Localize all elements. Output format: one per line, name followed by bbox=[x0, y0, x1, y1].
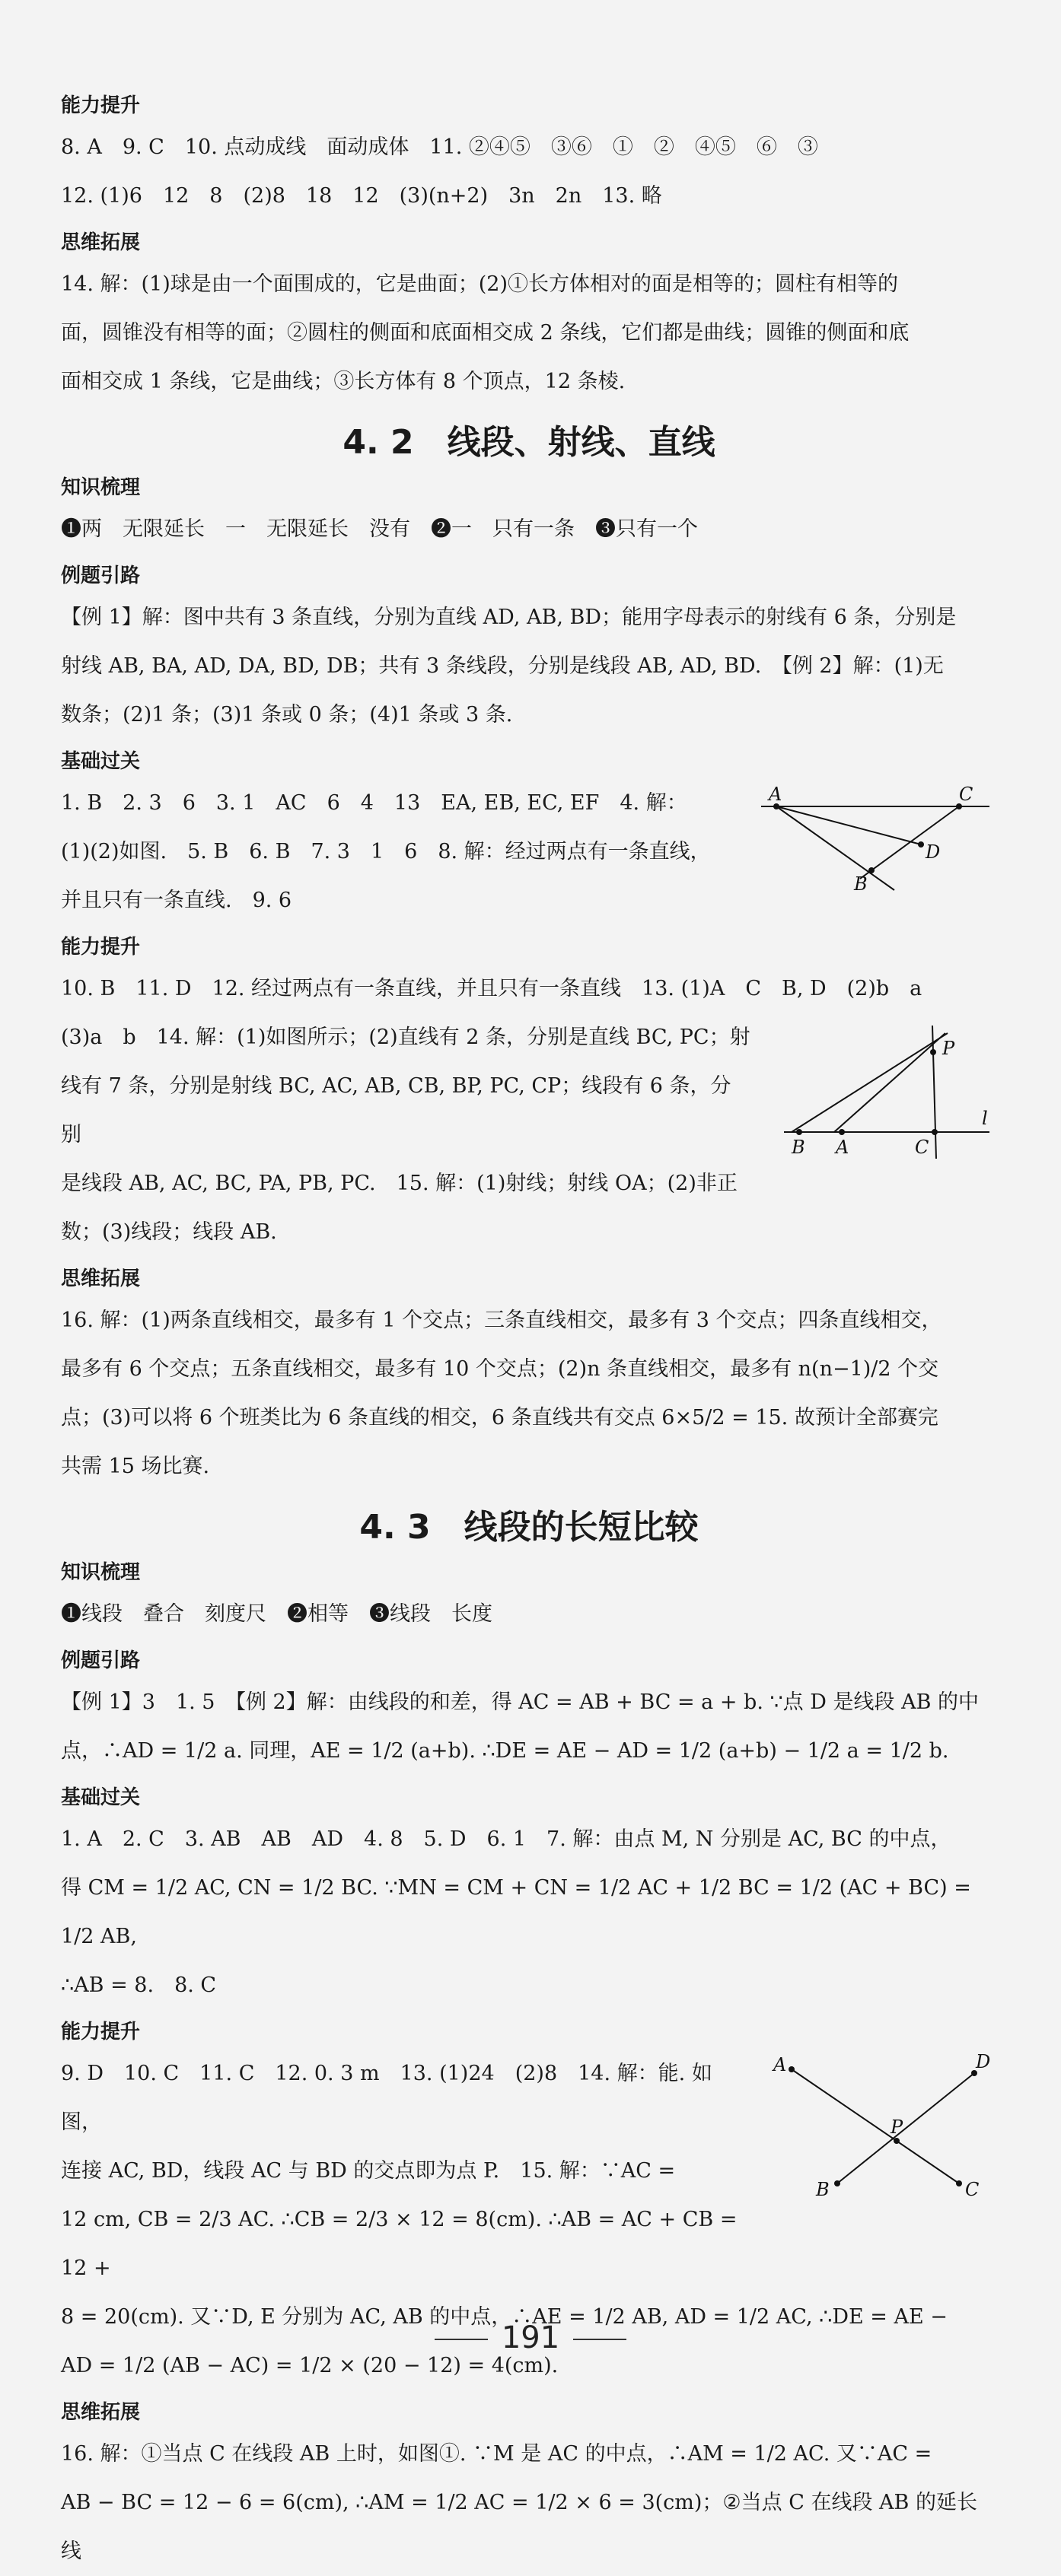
point-label: P bbox=[891, 2116, 903, 2138]
answer-line: (1)(2)如图. 5. B 6. B 7. 3 1 6 8. 解：经过两点有一条直线， bbox=[61, 840, 711, 863]
point-label: A bbox=[836, 1137, 849, 1158]
page-footer bbox=[0, 2320, 1061, 2355]
answer-line: 连接 AC, BD，线段 AC 与 BD 的交点即为点 P. 15. 解：∵AC = bbox=[61, 2159, 676, 2183]
answer-line: AD = 1/2 (AB − AC) = 1/2 × (20 − 12) = 4(cm). bbox=[61, 2354, 559, 2377]
page-number: 191 bbox=[501, 2320, 560, 2355]
section-heading: 知识梳理 bbox=[61, 1561, 141, 1584]
answer-line: 数条；(2)1 条；(3)1 条或 0 条；(4)1 条或 3 条. bbox=[61, 703, 513, 727]
answer-line: 16. 解：①当点 C 在线段 AB 上时，如图①. ∵M 是 AC 的中点，∴AM = 1/2 AC. 又∵AC = bbox=[61, 2442, 932, 2466]
section-heading: 基础过关 bbox=[61, 1786, 141, 1809]
answer-line: 12. (1)6 12 8 (2)8 18 12 (3)(n+2) 3n 2n 13. 略 bbox=[61, 184, 662, 208]
answer-line: 1. B 2. 3 6 3. 1 AC 6 4 13 EA, EB, EC, EF 4. 解： bbox=[61, 791, 687, 815]
answer-line: 面，圆锥没有相等的面；②圆柱的侧面和底面相交成 2 条线，它们都是曲线；圆锥的侧面和底 bbox=[61, 321, 910, 345]
answer-line: 14. 解：(1)球是由一个面围成的，它是曲面；(2)①长方体相对的面是相等的；圆柱有相等的 bbox=[61, 272, 899, 296]
answer-line: 8. A 9. C 10. 点动成线 面动成体 11. ②④⑤ ③⑥ ① ② ④⑤ ⑥ ③ bbox=[61, 135, 818, 159]
line-label: l bbox=[982, 1108, 988, 1129]
chapter-title: 4. 2 线段、射线、直线 bbox=[343, 423, 715, 462]
answer-line: 16. 解：(1)两条直线相交，最多有 1 个交点；三条直线相交，最多有 3 个交点；四条直线相交， bbox=[61, 1309, 942, 1332]
answer-line: 线有 7 条，分别是射线 BC, AC, AB, CB, BP, PC, CP；线段有 6 条，分别 bbox=[61, 1074, 731, 1146]
point-label: C bbox=[959, 784, 973, 805]
answer-line: 射线 AB, BA, AD, DA, BD, DB；共有 3 条线段，分别是线段 AB, AD, BD. 【例 2】解：(1)无 bbox=[61, 654, 944, 678]
point-label: A bbox=[769, 784, 782, 805]
answer-line: AB − BC = 12 − 6 = 6(cm), ∴AM = 1/2 AC = 1/2 × 6 = 3(cm)；②当点 C 在线段 AB 的延长线 bbox=[61, 2491, 977, 2563]
answer-line: 并且只有一条直线. 9. 6 bbox=[61, 889, 292, 912]
point-label: B bbox=[792, 1137, 805, 1158]
answer-line: 10. B 11. D 12. 经过两点有一条直线，并且只有一条直线 13. (1)A C B, D (2)b a bbox=[61, 977, 922, 1000]
section-heading: 能力提升 bbox=[61, 936, 141, 959]
figure-lines-abcd bbox=[754, 784, 997, 916]
section-heading: 能力提升 bbox=[61, 2021, 141, 2043]
section-heading: 基础过关 bbox=[61, 750, 141, 773]
answer-line: (3)a b 14. 解：(1)如图所示；(2)直线有 2 条，分别是直线 BC, PC；射 bbox=[61, 1026, 750, 1049]
footer-dash bbox=[435, 2339, 488, 2340]
answer-line: 共需 15 场比赛. bbox=[61, 1455, 210, 1478]
point-label: B bbox=[816, 2179, 830, 2200]
answer-line: ∴AB = 8. 8. C bbox=[61, 1973, 217, 1997]
answer-line: 【例 1】3 1. 5 【例 2】解：由线段的和差，得 AC = AB + BC = a + b. ∵点 D 是线段 AB 的中 bbox=[61, 1690, 979, 1714]
figure-rays-pbac bbox=[769, 1018, 997, 1173]
footer-dash bbox=[573, 2339, 626, 2340]
figure-crossing-segments bbox=[769, 2054, 997, 2209]
answer-line: 8 = 20(cm). 又∵D, E 分别为 AC, AB 的中点，∴AE = 1/2 AB, AD = 1/2 AC, ∴DE = AE − bbox=[61, 2305, 948, 2329]
answer-line: 点，∴AD = 1/2 a. 同理，AE = 1/2 (a+b). ∴DE = AE − AD = 1/2 (a+b) − 1/2 a = 1/2 b. bbox=[61, 1739, 949, 1763]
answer-line: 1. A 2. C 3. AB AB AD 4. 8 5. D 6. 1 7. 解：由点 M, N 分别是 AC, BC 的中点， bbox=[61, 1827, 951, 1851]
point-label: C bbox=[965, 2179, 980, 2200]
section-heading: 思维拓展 bbox=[61, 231, 141, 254]
answer-line: 得 CM = 1/2 AC, CN = 1/2 BC. ∵MN = CM + CN = 1/2 AC + 1/2 BC = 1/2 (AC + BC) = 1/2 AB, bbox=[61, 1876, 971, 1948]
chapter-title: 4. 3 线段的长短比较 bbox=[359, 1508, 699, 1547]
point-label: B bbox=[854, 873, 868, 895]
section-heading: 能力提升 bbox=[61, 94, 141, 117]
answer-line: 最多有 6 个交点；五条直线相交，最多有 10 个交点；(2)n 条直线相交，最多有 n(n−1)/2 个交 bbox=[61, 1357, 939, 1381]
section-heading: 思维拓展 bbox=[61, 2401, 141, 2424]
section-heading: 知识梳理 bbox=[61, 476, 141, 499]
point-label: A bbox=[773, 2054, 787, 2075]
point-label: D bbox=[926, 841, 941, 863]
answer-line: 面相交成 1 条线，它是曲线；③长方体有 8 个顶点，12 条棱. bbox=[61, 370, 626, 393]
answer-line: 9. D 10. C 11. C 12. 0. 3 m 13. (1)24 (2)8 14. 解：能. 如图， bbox=[61, 2062, 712, 2134]
section-heading: 思维拓展 bbox=[61, 1267, 141, 1290]
content-column bbox=[61, 84, 997, 2576]
answer-line: 12 cm, CB = 2/3 AC. ∴CB = 2/3 × 12 = 8(cm). ∴AB = AC + CB = 12 + bbox=[61, 2208, 738, 2280]
section-heading: 例题引路 bbox=[61, 1649, 141, 1672]
section-heading: 例题引路 bbox=[61, 564, 141, 587]
answer-line: 点；(3)可以将 6 个班类比为 6 条直线的相交，6 条直线共有交点 6×5/2 = 15. 故预计全部赛完 bbox=[61, 1406, 938, 1430]
answer-line: 是线段 AB, AC, BC, PA, PB, PC. 15. 解：(1)射线；射线 OA；(2)非正 bbox=[61, 1172, 738, 1195]
answer-line: 数；(3)线段；线段 AB. bbox=[61, 1220, 277, 1244]
point-label: D bbox=[976, 2054, 991, 2072]
answer-line: 【例 1】解：图中共有 3 条直线，分别为直线 AD, AB, BD；能用字母表示的射线有 6 条，分别是 bbox=[61, 606, 957, 629]
answer-line: ❶两 无限延长 一 无限延长 没有 ❷一 只有一条 ❸只有一个 bbox=[61, 517, 698, 541]
point-label: P bbox=[942, 1038, 955, 1059]
answer-line: ❶线段 叠合 刻度尺 ❷相等 ❸线段 长度 bbox=[61, 1602, 492, 1626]
point-label: C bbox=[915, 1137, 929, 1158]
